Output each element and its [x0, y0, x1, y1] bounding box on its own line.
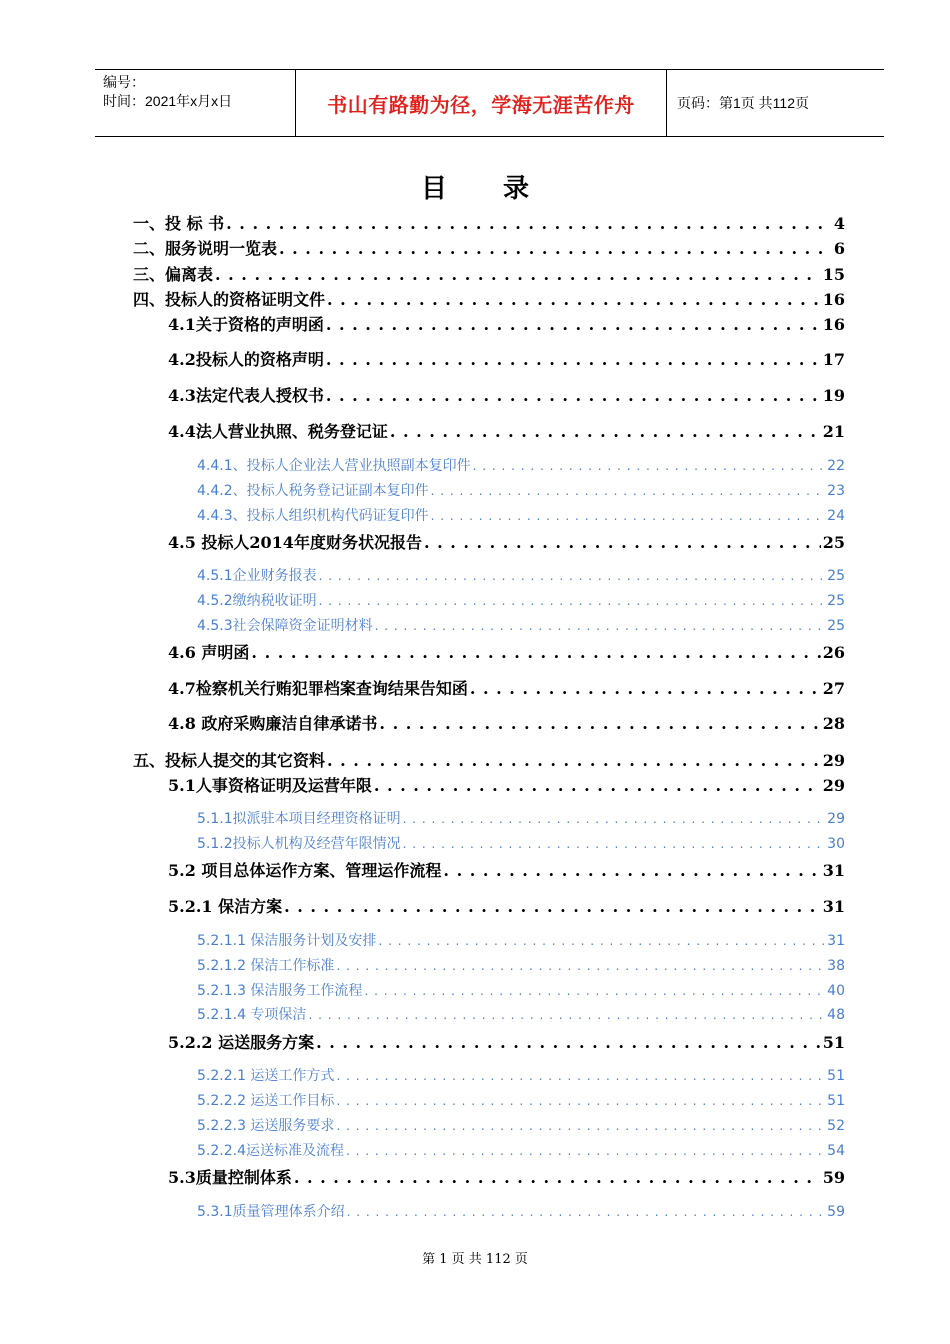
- toc-leader-dots: [403, 837, 826, 851]
- toc-entry-label: 4.5.1企业财务报表: [197, 568, 317, 584]
- toc-entry-page: 59: [827, 1204, 845, 1220]
- toc-entry[interactable]: [197, 930, 845, 950]
- toc-entry-label: 5.1.2投标人机构及经营年限情况: [197, 836, 401, 852]
- toc-entry-label: 4.2投标人的资格声明: [168, 350, 324, 369]
- toc-entry-label: 4.4.2、投标人税务登记证副本复印件: [197, 483, 429, 499]
- toc-entry[interactable]: [197, 1004, 845, 1024]
- toc-entry[interactable]: [197, 980, 845, 1000]
- toc-entry[interactable]: [133, 748, 845, 771]
- toc-entry-label: 五、投标人提交的其它资料: [133, 751, 326, 770]
- toc-leader-dots: [336, 1119, 825, 1133]
- toc-entry[interactable]: [197, 480, 845, 500]
- toc-entry-label: 4.3法定代表人授权书: [168, 386, 324, 405]
- toc-entry[interactable]: [197, 455, 845, 475]
- toc-leader-dots: [431, 509, 826, 523]
- toc-entry-page: 31: [822, 861, 845, 880]
- toc-leader-dots: [326, 386, 821, 405]
- toc-entry[interactable]: [168, 676, 845, 699]
- toc-entry-page: 23: [827, 483, 845, 499]
- toc-entry[interactable]: [168, 894, 845, 917]
- toc-entry-page: 24: [827, 508, 845, 524]
- toc-entry-label: 5.2.1.2 保洁工作标准: [197, 958, 335, 974]
- header-date: 时间：2021年x月x日: [103, 93, 233, 109]
- toc-leader-dots: [319, 569, 826, 583]
- toc-entry-label: 5.2.1 保洁方案: [168, 897, 283, 916]
- toc-entry-label: 4.5.3社会保障资金证明材料: [197, 618, 373, 634]
- toc-entry[interactable]: [197, 505, 845, 525]
- toc-entry-label: 4.4.1、投标人企业法人营业执照副本复印件: [197, 458, 471, 474]
- toc-leader-dots: [470, 679, 821, 698]
- toc-entry-page: 25: [822, 533, 845, 552]
- toc-entry[interactable]: [168, 773, 845, 796]
- toc-entry[interactable]: [168, 347, 845, 370]
- toc-entry-page: 54: [827, 1143, 845, 1159]
- toc-entry-label: 5.2.2.2 运送工作目标: [197, 1093, 335, 1109]
- toc-entry[interactable]: [197, 565, 845, 585]
- toc-leader-dots: [336, 959, 825, 973]
- toc-leader-dots: [294, 1168, 821, 1187]
- toc-entry-page: 51: [822, 1033, 845, 1052]
- toc-entry-label: 5.1.1拟派驻本项目经理资格证明: [197, 811, 401, 827]
- toc-leader-dots: [336, 1094, 825, 1108]
- toc-entry-label: 5.2 项目总体运作方案、管理运作流程: [168, 861, 442, 880]
- toc-entry-label: 5.2.2 运送服务方案: [168, 1033, 315, 1052]
- toc-entry[interactable]: [197, 615, 845, 635]
- toc-entry-page: 48: [827, 1007, 845, 1023]
- toc-leader-dots: [346, 1144, 825, 1158]
- toc-leader-dots: [316, 1033, 821, 1052]
- toc-entry-page: 31: [822, 897, 845, 916]
- toc-entry-label: 4.1关于资格的声明函: [168, 315, 324, 334]
- toc-leader-dots: [327, 751, 821, 770]
- header-page-info: 页码：第1页 共112页: [677, 95, 809, 111]
- toc-entry-page: 29: [822, 776, 845, 795]
- toc-entry-label: 5.2.1.3 保洁服务工作流程: [197, 983, 363, 999]
- toc-entry-label: 5.1人事资格证明及运营年限: [168, 776, 372, 795]
- toc-leader-dots: [251, 643, 820, 662]
- toc-leader-dots: [378, 934, 825, 948]
- toc-entry-label: 5.2.2.3 运送服务要求: [197, 1118, 335, 1134]
- toc-leader-dots: [431, 484, 826, 498]
- toc-entry[interactable]: [133, 236, 845, 259]
- toc-entry-page: 21: [822, 422, 845, 441]
- toc-entry-page: 16: [822, 315, 845, 334]
- toc-entry-page: 25: [827, 593, 845, 609]
- toc-entry[interactable]: [197, 808, 845, 828]
- toc-entry-page: 29: [827, 811, 845, 827]
- header-motto-cell: [295, 70, 667, 136]
- toc-leader-dots: [347, 1205, 826, 1219]
- toc-entry-page: 19: [822, 386, 845, 405]
- toc-leader-dots: [279, 239, 832, 258]
- toc-leader-dots: [284, 897, 821, 916]
- toc-entry-page: 27: [822, 679, 845, 698]
- toc-entry[interactable]: [197, 1140, 845, 1160]
- toc-leader-dots: [375, 619, 826, 633]
- toc-entry-label: 5.3.1质量管理体系介绍: [197, 1204, 345, 1220]
- toc-entry-label: 四、投标人的资格证明文件: [133, 290, 326, 309]
- toc-entry[interactable]: [168, 383, 845, 406]
- toc-entry-label: 4.4法人营业执照、税务登记证: [168, 422, 388, 441]
- toc-entry-page: 15: [822, 265, 845, 284]
- toc-entry-label: 三、偏离表: [133, 265, 214, 284]
- toc-leader-dots: [308, 1008, 825, 1022]
- toc-entry[interactable]: [133, 211, 845, 234]
- toc-entry[interactable]: [168, 711, 845, 734]
- toc-entry-page: 59: [822, 1168, 845, 1187]
- toc-entry-label: 5.2.1.1 保洁服务计划及安排: [197, 933, 377, 949]
- toc-entry-page: 30: [827, 836, 845, 852]
- toc-leader-dots: [215, 265, 821, 284]
- toc-entry-label: 4.6 声明函: [168, 643, 250, 662]
- toc-leader-dots: [226, 214, 832, 233]
- toc-entry-label: 5.3质量控制体系: [168, 1168, 292, 1187]
- toc-entry-label: 一、投 标 书: [133, 214, 225, 233]
- toc-leader-dots: [326, 315, 821, 334]
- toc-entry-page: 25: [827, 568, 845, 584]
- toc-entry[interactable]: [168, 858, 845, 881]
- toc-entry[interactable]: [197, 1090, 845, 1110]
- toc-leader-dots: [379, 714, 820, 733]
- toc-entry-label: 5.2.1.4 专项保洁: [197, 1007, 307, 1023]
- toc-entry-page: 51: [827, 1068, 845, 1084]
- toc-entry[interactable]: [197, 1115, 845, 1135]
- toc-entry[interactable]: [133, 262, 845, 285]
- toc-leader-dots: [336, 1069, 825, 1083]
- toc-entry[interactable]: [168, 419, 845, 442]
- toc-entry-label: 二、服务说明一览表: [133, 239, 278, 258]
- toc-leader-dots: [473, 459, 826, 473]
- toc-leader-dots: [390, 422, 821, 441]
- toc-entry[interactable]: [168, 312, 845, 335]
- toc-entry-page: 31: [827, 933, 845, 949]
- toc-entry-label: 5.2.2.1 运送工作方式: [197, 1068, 335, 1084]
- toc-entry[interactable]: [197, 1201, 845, 1221]
- toc-leader-dots: [424, 533, 821, 552]
- toc-entry[interactable]: [168, 530, 845, 553]
- page-header: [95, 69, 884, 137]
- toc-leader-dots: [364, 984, 825, 998]
- toc-entry[interactable]: [168, 640, 845, 663]
- toc-entry-page: 28: [822, 714, 845, 733]
- toc-entry[interactable]: [197, 833, 845, 853]
- header-page-info-cell: [667, 70, 884, 136]
- toc-entry-label: 4.8 政府采购廉洁自律承诺书: [168, 714, 378, 733]
- toc-entry-page: 26: [822, 643, 845, 662]
- toc-leader-dots: [403, 812, 826, 826]
- toc-entry[interactable]: [168, 1030, 845, 1053]
- toc-entry-page: 22: [827, 458, 845, 474]
- toc-leader-dots: [319, 594, 826, 608]
- toc-entry-label: 4.5.2缴纳税收证明: [197, 593, 317, 609]
- toc-entry[interactable]: [197, 590, 845, 610]
- header-number-label: 编号：: [103, 74, 145, 90]
- toc-leader-dots: [326, 350, 821, 369]
- header-motto: 书山有路勤为径，学海无涯苦作舟: [327, 92, 635, 117]
- toc-leader-dots: [443, 861, 820, 880]
- toc-entry[interactable]: [197, 1065, 845, 1085]
- toc-entry-page: 29: [822, 751, 845, 770]
- toc-leader-dots: [374, 776, 821, 795]
- toc-entry[interactable]: [133, 287, 845, 310]
- toc-entry-page: 16: [822, 290, 845, 309]
- toc-entry-page: 51: [827, 1093, 845, 1109]
- toc-entry-page: 6: [833, 239, 845, 258]
- toc-entry-page: 40: [827, 983, 845, 999]
- page-title: 目录: [420, 174, 585, 204]
- toc-entry-label: 4.7检察机关行贿犯罪档案查询结果告知函: [168, 679, 468, 698]
- toc-entry-label: 4.4.3、投标人组织机构代码证复印件: [197, 508, 429, 524]
- toc-entry-label: 5.2.2.4运送标准及流程: [197, 1143, 344, 1159]
- header-meta: [95, 70, 295, 136]
- page-footer: 第 1 页 共 112 页: [422, 1252, 528, 1267]
- toc-entry-page: 25: [827, 618, 845, 634]
- toc-entry[interactable]: [197, 955, 845, 975]
- toc-entry-page: 17: [822, 350, 845, 369]
- toc-entry-page: 38: [827, 958, 845, 974]
- toc-entry-page: 52: [827, 1118, 845, 1134]
- toc-entry[interactable]: [168, 1165, 845, 1188]
- toc-entry-page: 4: [833, 214, 845, 233]
- toc-leader-dots: [327, 290, 821, 309]
- toc-entry-label: 4.5 投标人2014年度财务状况报告: [168, 533, 422, 552]
